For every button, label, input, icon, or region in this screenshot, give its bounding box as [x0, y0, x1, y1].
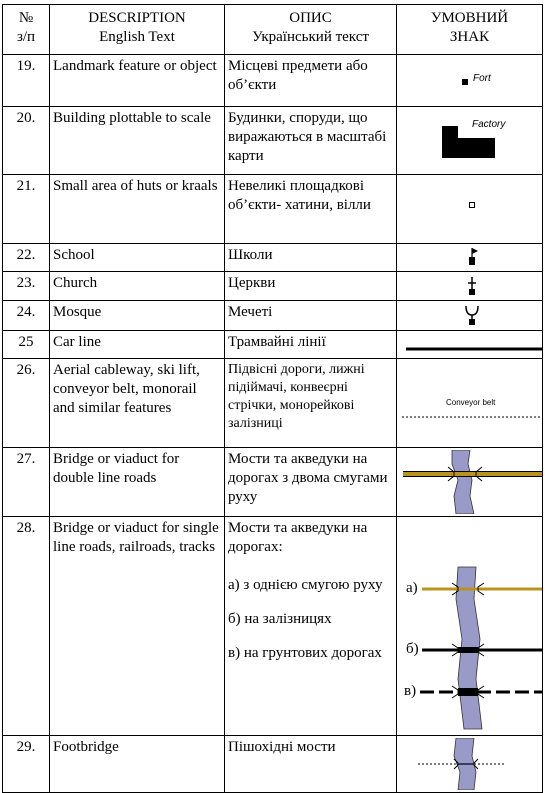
symbol-cell	[397, 301, 543, 331]
ukrainian-text: Школи	[225, 244, 397, 272]
ukrainian-text: Церкви	[225, 272, 397, 301]
ukrainian-text: Підвісні дороги, лижні підіймачі, конвеєрні стрічки, монорейкові залізниці	[225, 359, 397, 448]
school-flag-icon	[400, 246, 543, 269]
ukrainian-text: Трамвайні лінії	[225, 331, 397, 359]
ukrainian-text: Мечеті	[225, 301, 397, 331]
english-text: School	[50, 244, 225, 272]
sub-label-a: а)	[406, 580, 418, 596]
english-text: Church	[50, 272, 225, 301]
ukrainian-subheading: Мости та акведуки на дорогах:	[228, 520, 368, 555]
symbol-cell	[397, 448, 543, 517]
table-row	[3, 272, 543, 301]
row-number: 24.	[3, 301, 50, 331]
row-number: 28.	[3, 517, 50, 736]
english-text: Footbridge	[50, 736, 225, 793]
table-row	[3, 517, 543, 736]
header-num	[3, 5, 50, 55]
header-en-line1: DESCRIPTION	[88, 10, 186, 26]
symbol-cell	[397, 331, 543, 359]
header-num-line2: з/п	[16, 29, 36, 45]
table-row	[3, 55, 543, 107]
header-uk	[225, 5, 397, 55]
ukrainian-text: Будинки, споруди, що виражаються в масштабі карти	[225, 107, 397, 175]
table-row	[3, 359, 543, 448]
ukrainian-text: Місцеві предмети або об’єкти	[225, 55, 397, 107]
row-number: 19.	[3, 55, 50, 107]
header-sym-line1: УМОВНИЙ	[430, 10, 509, 26]
symbol-cell	[397, 272, 543, 301]
symbol-cell	[397, 736, 543, 793]
river-with-bridges-icon	[400, 519, 543, 733]
huts-symbol	[400, 177, 543, 241]
ukrainian-sub-b: б) на залізницях	[228, 611, 332, 627]
single-road-bridge-symbols	[400, 519, 543, 733]
table-row	[3, 301, 543, 331]
english-text: Bridge or viaduct for single line roads, railroads, tracks	[50, 517, 225, 736]
ukrainian-text	[225, 517, 397, 736]
english-text: Building plottable to scale	[50, 107, 225, 175]
symbol-cell	[397, 107, 543, 175]
symbol-cell	[397, 359, 543, 448]
car-line-icon	[400, 333, 543, 356]
row-number: 22.	[3, 244, 50, 272]
table-row	[3, 175, 543, 244]
header-en	[50, 5, 225, 55]
conveyor-caption: Conveyor belt	[446, 398, 496, 407]
header-row	[3, 5, 543, 55]
ukrainian-sub-a: а) з однією смугою руху	[228, 577, 383, 593]
row-number: 27.	[3, 448, 50, 517]
header-num-line1: №	[18, 10, 34, 26]
table-row	[3, 244, 543, 272]
double-road-bridge-icon	[400, 450, 543, 514]
table-row	[3, 331, 543, 359]
header-sym	[397, 5, 543, 55]
english-text: Mosque	[50, 301, 225, 331]
table-row	[3, 448, 543, 517]
table-row	[3, 107, 543, 175]
ukrainian-sub-c: в) на грунтових дорогах	[228, 645, 382, 661]
ukrainian-text: Пішохідні мости	[225, 736, 397, 793]
ukrainian-text: Невеликі площадкові об’єкти- хатини, вілли	[225, 175, 397, 244]
english-text: Bridge or viaduct for double line roads	[50, 448, 225, 517]
legend-table	[2, 4, 543, 793]
row-number: 21.	[3, 175, 50, 244]
sub-label-b: б)	[406, 641, 419, 657]
mosque-crescent-icon	[400, 303, 543, 328]
english-text: Small area of huts or kraals	[50, 175, 225, 244]
building-symbol	[400, 109, 543, 172]
english-text: Aerial cableway, ski lift, conveyor belt, monorail and similar features	[50, 359, 225, 448]
row-number: 23.	[3, 272, 50, 301]
symbol-cell	[397, 517, 543, 736]
footbridge-icon	[400, 738, 543, 790]
landmark-square-icon	[462, 79, 468, 85]
symbol-cell	[397, 244, 543, 272]
symbol-cell	[397, 55, 543, 107]
row-number: 29.	[3, 736, 50, 793]
landmark-symbol	[400, 57, 543, 104]
table-row	[3, 736, 543, 793]
header-en-line2: English Text	[99, 29, 175, 45]
factory-caption: Factory	[472, 119, 506, 130]
english-text: Landmark feature or object	[50, 55, 225, 107]
fort-caption: Fort	[473, 73, 491, 84]
row-number: 20.	[3, 107, 50, 175]
church-cross-icon	[400, 274, 543, 298]
symbol-cell	[397, 175, 543, 244]
hut-square-icon	[469, 202, 475, 208]
header-sym-line2: ЗНАК	[449, 29, 490, 45]
row-number: 26.	[3, 359, 50, 448]
conveyor-dotted-line-icon	[400, 361, 543, 445]
conveyor-symbol	[400, 361, 543, 445]
header-uk-line2: Український текст	[252, 29, 369, 45]
header-uk-line1: ОПИС	[289, 10, 332, 26]
ukrainian-text: Мости та акведуки на дорогах з двома смугами руху	[225, 448, 397, 517]
sub-label-c: в)	[404, 683, 417, 699]
english-text: Car line	[50, 331, 225, 359]
row-number: 25	[3, 331, 50, 359]
